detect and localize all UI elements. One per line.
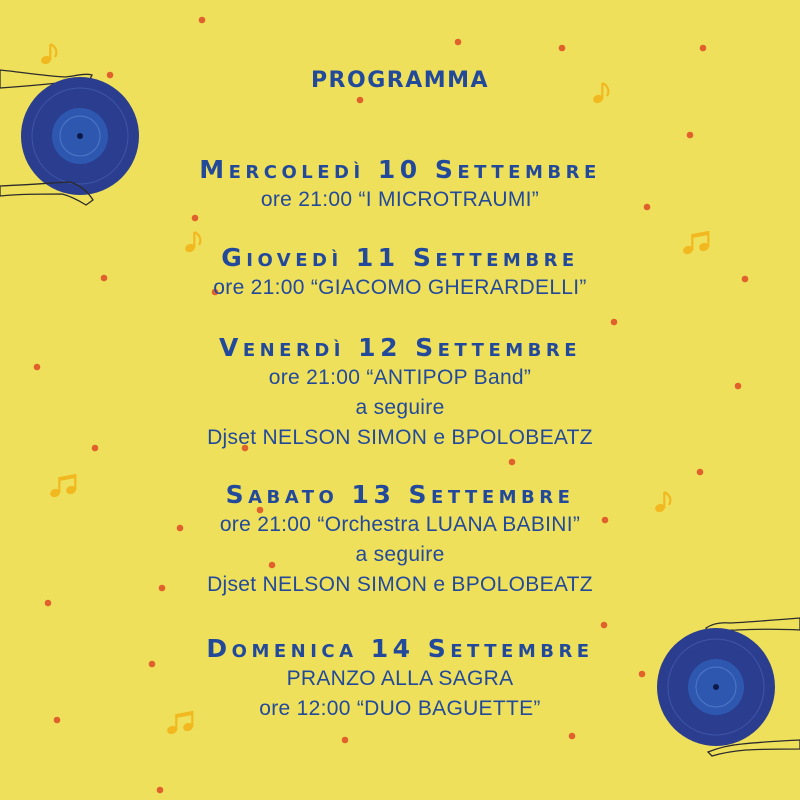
event-line: a seguire [355,543,445,566]
confetti-dot [697,469,704,476]
event-line: PRANZO ALLA SAGRA [286,667,514,690]
event-wednesday [0,155,800,215]
event-day: Giovedì 11 Settembre [221,243,579,272]
event-line: ore 21:00 “I MICROTRAUMI” [260,188,540,211]
event-line: ore 21:00 “GIACOMO GHERARDELLI” [213,276,587,299]
confetti-dot [455,39,462,46]
confetti-dot [687,132,694,139]
confetti-dot [559,45,566,52]
event-line: ore 21:00 “ANTIPOP Band” [268,366,532,389]
event-line: a seguire [355,396,445,419]
confetti-dot [192,215,199,222]
event-day: Venerdì 12 Settembre [218,333,582,362]
confetti-dot [45,600,52,607]
event-line: Djset NELSON SIMON e BPOLOBEATZ [207,573,593,596]
confetti-dot [342,737,349,744]
confetti-dot [611,319,618,326]
event-line: Djset NELSON SIMON e BPOLOBEATZ [207,426,593,449]
vinyl-hole [77,133,83,139]
event-line: ore 21:00 “Orchestra LUANA BABINI” [219,513,581,536]
page-title: PROGRAMMA [310,68,490,93]
event-line: ore 12:00 “DUO BAGUETTE” [259,697,541,720]
event-day: Domenica 14 Settembre [206,634,594,663]
confetti-dot [357,97,364,104]
confetti-dot [199,17,206,24]
confetti-dot [157,787,164,794]
event-day: Mercoledì 10 Settembre [199,155,601,184]
event-day: Sabato 13 Settembre [225,480,575,509]
confetti-dot [700,45,707,52]
confetti-dot [569,733,576,740]
event-sunday [0,634,800,724]
event-friday [0,333,800,453]
confetti-dot [509,459,516,466]
confetti-dot [601,622,608,629]
event-thursday [0,243,800,303]
event-saturday [0,480,800,600]
